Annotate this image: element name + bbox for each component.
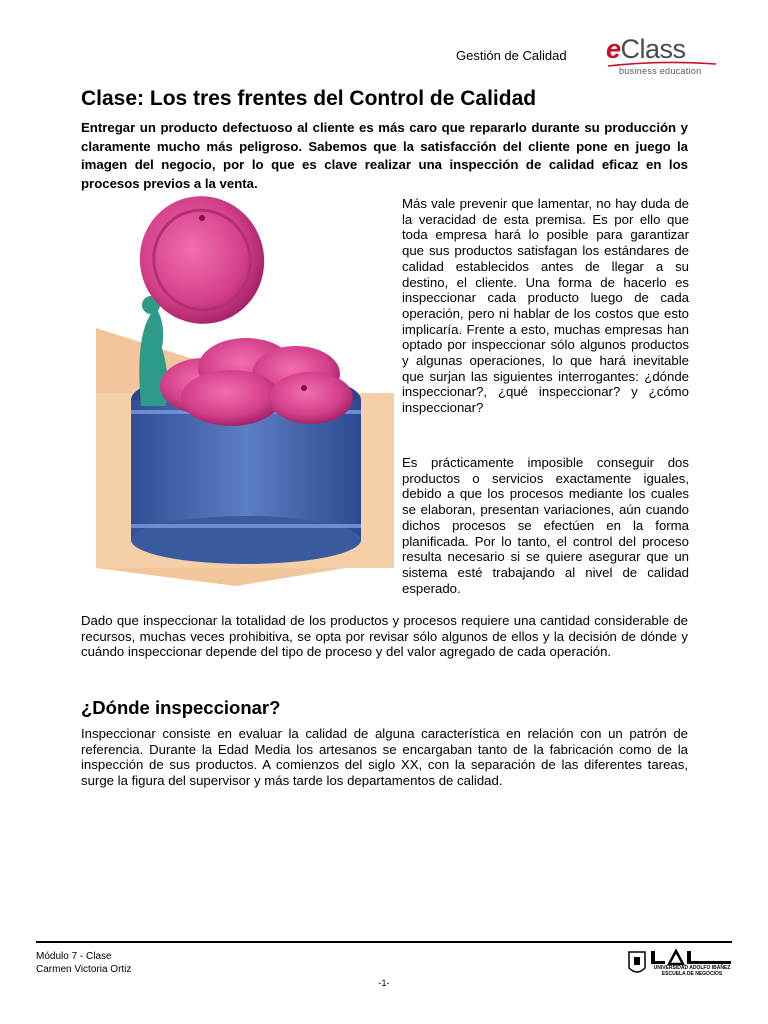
section-heading: ¿Dónde inspeccionar? [81,697,281,718]
footer-author: Carmen Victoria Ortiz [36,964,132,975]
footer-module: Módulo 7 - Clase [36,951,112,962]
can-with-lids-illustration [96,188,394,586]
section-paragraph: Inspeccionar consiste en evaluar la calidad de alguna característica en relación con un patrón de referencia. Durante la Edad Media los artesanos se encargaban tanto de la fabricación como de la inspección de sus productos. A comienzos del siglo XX, con la separación de las diferentes tareas, surge la figura del supervisor y más tarde los departamentos de calidad. [81,726,688,789]
eclass-logo [606,34,718,80]
column-paragraph-2: Es prácticamente imposible conseguir dos productos o servicios exactamente iguales, debido a que los procesos mediante los cuales se elaboran, presentan variaciones, aún cuando dichos procesos se efectúen en la forma planificada. Por lo tanto, el control del proceso resulta necesario si se quiere asegurar que un sistema esté trabajando al nivel de calidad esperado. [402,455,689,596]
uai-caption [651,965,733,977]
page-number: -1- [378,978,390,988]
page-title: Clase: Los tres frentes del Control de Calidad [81,87,537,110]
header-course: Gestión de Calidad [456,48,567,63]
footer-divider [36,941,732,943]
university-name: UNIVERSIDAD ADOLFO IBÁÑEZ [653,965,731,971]
school-name: ESCUELA DE NEGOCIOS [661,971,723,977]
logo-name: Class [620,34,686,64]
lead-paragraph: Entregar un producto defectuoso al cliente es más caro que repararlo durante su producción y claramente mucho más peligroso. Sabemos que la satisfacción del cliente pone en juego la imagen del negocio, por lo que es clave realizar una inspección de calidad eficaz en los procesos previos a la venta. [81,120,688,191]
logo-mark: e [606,34,621,64]
column-paragraph-1: Más vale prevenir que lamentar, no hay duda de la veracidad de esta premisa. Es por ello que toda empresa hará lo posible para garantizar que sus productos satisfagan los estándares de calidad establecidos antes de llegar a su destino, el cliente. Una forma de hacerlo es inspeccionar cada producto luego de cada operación, pero ni hablar de los costos que esto implicaría. Frente a esto, muchas empresas han optado por inspeccionar sólo algunos productos y algunas operaciones, lo que hará inevitable que surjan las siguientes interrogantes: ¿dónde inspeccionar?, ¿qué inspeccionar? y ¿cómo inspeccionar? [402,196,689,416]
full-width-paragraph: Dado que inspeccionar la totalidad de los productos y procesos requiere una cantidad considerable de recursos, muchas veces prohibitiva, se opta por revisar sólo algunos de ellos y la decisión de dónde y cuándo inspeccionar depende del tipo de proceso y del valor agregado de cada operación. [81,613,688,660]
logo-tagline: business education [619,66,702,76]
